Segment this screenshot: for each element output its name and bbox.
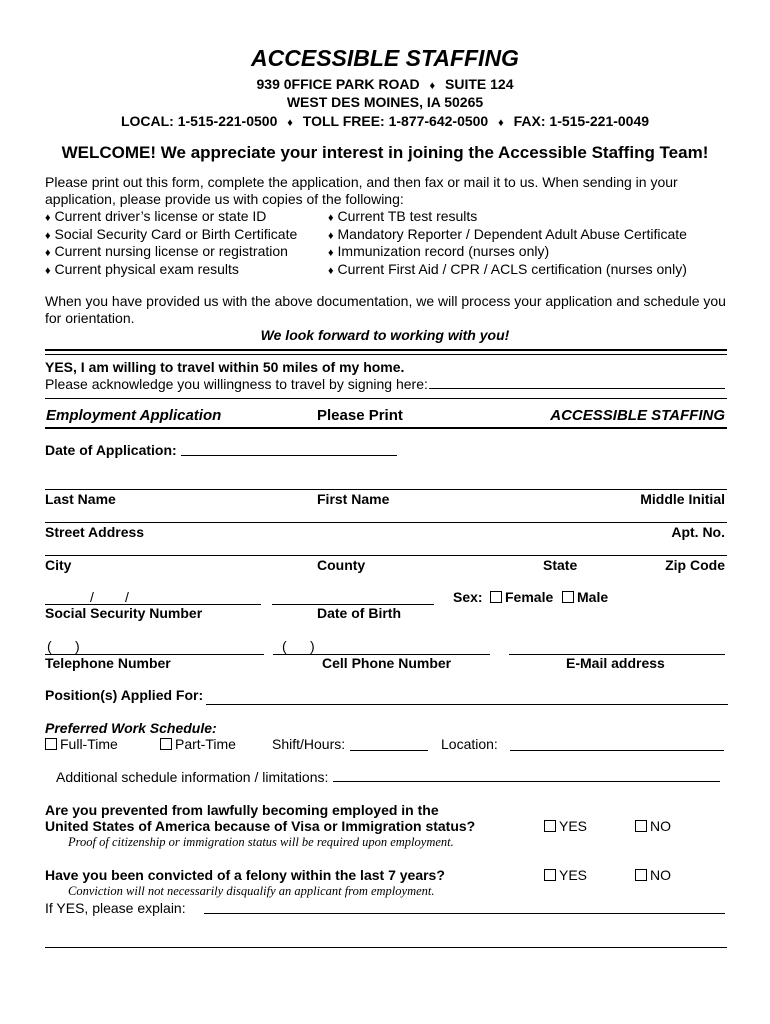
street-label: Street Address: [45, 524, 145, 540]
fax-number: FAX: 1-515-221-0049: [513, 113, 650, 129]
shift-label: Shift/Hours:: [272, 736, 346, 752]
q2-yes[interactable]: YES: [544, 867, 587, 883]
doc-item: ♦ Social Security Card or Birth Certificate: [45, 226, 298, 242]
diamond-icon: ♦: [45, 212, 51, 224]
diamond-icon: ♦: [45, 247, 51, 259]
schedule-title: Preferred Work Schedule:: [45, 720, 217, 736]
diamond-icon: ♦: [45, 230, 51, 242]
doc-item: ♦ Current nursing license or registration: [45, 243, 288, 259]
city-label: City: [45, 557, 72, 573]
doc-item: ♦ Current TB test results: [328, 208, 478, 224]
divider: [45, 349, 727, 351]
divider: [45, 427, 727, 429]
divider: [45, 354, 727, 355]
application-company: ACCESSIBLE STAFFING: [550, 407, 725, 424]
checkbox-fulltime[interactable]: [45, 738, 57, 750]
suite: SUITE 124: [445, 76, 514, 92]
cell-phone-label: Cell Phone Number: [322, 655, 452, 671]
fulltime-option[interactable]: Full-Time: [45, 736, 118, 752]
q2-note: Conviction will not necessarily disqualify an applicant from employment.: [68, 884, 435, 898]
ssn-label: Social Security Number: [45, 605, 203, 621]
email-label: E-Mail address: [566, 655, 665, 671]
checkbox-male[interactable]: [562, 591, 574, 603]
zip-label: Zip Code: [665, 557, 725, 573]
application-title: Employment Application: [46, 407, 222, 424]
street-address: 939 0FFICE PARK ROAD: [256, 76, 420, 92]
divider: [45, 398, 727, 399]
location-label: Location:: [441, 736, 498, 752]
q1-line-1: Are you prevented from lawfully becoming employed in the: [45, 802, 439, 818]
positions-label: Position(s) Applied For:: [45, 687, 204, 703]
q2-question: Have you been convicted of a felony within the last 7 years?: [45, 867, 445, 883]
q1-yes[interactable]: YES: [544, 818, 587, 834]
signature-line[interactable]: [429, 388, 725, 389]
first-name-label: First Name: [317, 491, 390, 507]
q1-line-2: United States of America because of Visa or Immigration status?: [45, 818, 476, 834]
ssn-slashes: / /: [90, 589, 129, 605]
checkbox-parttime[interactable]: [160, 738, 172, 750]
explain-field[interactable]: [204, 913, 725, 914]
diamond-icon: ♦: [429, 80, 436, 92]
doc-item: ♦ Mandatory Reporter / Dependent Adult Abuse Certificate: [328, 226, 687, 242]
process-line-1: When you have provided us with the above documentation, we will process your application and schedule you: [45, 293, 726, 309]
sex-female[interactable]: Female: [490, 589, 553, 605]
process-line-2: for orientation.: [45, 310, 135, 326]
diamond-icon: ♦: [287, 117, 293, 129]
please-print: Please Print: [317, 407, 403, 424]
phone-area-code: ( ): [47, 638, 80, 654]
diamond-icon: ♦: [328, 230, 334, 242]
diamond-icon: ♦: [328, 212, 334, 224]
address-line-2: WEST DES MOINES, IA 50265: [286, 94, 484, 110]
parttime-option[interactable]: Part-Time: [160, 736, 236, 752]
doc-item: ♦ Immunization record (nurses only): [328, 243, 550, 259]
additional-label: Additional schedule information / limitations:: [56, 769, 329, 785]
sex-label: Sex:: [453, 589, 483, 605]
city-field[interactable]: [45, 555, 727, 556]
checkbox-female[interactable]: [490, 591, 502, 603]
telephone-label: Telephone Number: [45, 655, 171, 671]
last-name-label: Last Name: [45, 491, 116, 507]
diamond-icon: ♦: [328, 265, 334, 277]
q1-note: Proof of citizenship or immigration status will be required upon employment.: [68, 835, 454, 849]
q1-no[interactable]: NO: [635, 818, 671, 834]
local-phone: LOCAL: 1-515-221-0500: [120, 113, 278, 129]
explain-field-line-2[interactable]: [45, 947, 727, 948]
diamond-icon: ♦: [498, 117, 504, 129]
intro-line-2: application, please provide us with copies of the following:: [45, 191, 404, 207]
street-field[interactable]: [45, 522, 727, 523]
last-name-field[interactable]: [45, 489, 727, 490]
location-field[interactable]: [510, 750, 724, 751]
welcome-title: WELCOME! We appreciate your interest in joining the Accessible Staffing Team!: [61, 143, 709, 162]
diamond-icon: ♦: [45, 265, 51, 277]
county-label: County: [317, 557, 366, 573]
cell-area-code: ( ): [282, 638, 315, 654]
dob-label: Date of Birth: [317, 605, 401, 621]
checkbox-q2-yes[interactable]: [544, 869, 556, 881]
positions-field[interactable]: [206, 704, 728, 705]
company-title: ACCESSIBLE STAFFING: [251, 45, 519, 71]
middle-initial-label: Middle Initial: [640, 491, 725, 507]
date-label: Date of Application:: [45, 442, 177, 458]
checkbox-q2-no[interactable]: [635, 869, 647, 881]
explain-label: If YES, please explain:: [45, 900, 186, 916]
q2-no[interactable]: NO: [635, 867, 671, 883]
toll-free-phone: TOLL FREE: 1-877-642-0500: [302, 113, 489, 129]
contact-line: [0, 113, 770, 129]
additional-field[interactable]: [333, 781, 720, 782]
shift-field[interactable]: [350, 750, 428, 751]
closing-line: We look forward to working with you!: [260, 327, 510, 343]
state-label: State: [543, 557, 578, 573]
intro-line-1: Please print out this form, complete the application, and then fax or mail it to us. When sending in your: [45, 174, 678, 190]
travel-yes: YES, I am willing to travel within 50 miles of my home.: [45, 359, 405, 375]
date-field[interactable]: [181, 455, 397, 456]
checkbox-q1-no[interactable]: [635, 820, 647, 832]
sex-male[interactable]: Male: [562, 589, 608, 605]
diamond-icon: ♦: [328, 247, 334, 259]
apt-label: Apt. No.: [671, 524, 725, 540]
travel-ack: Please acknowledge you willingness to travel by signing here:: [45, 376, 428, 392]
checkbox-q1-yes[interactable]: [544, 820, 556, 832]
doc-item: ♦ Current First Aid / CPR / ACLS certification (nurses only): [328, 261, 687, 277]
doc-item: ♦ Current physical exam results: [45, 261, 239, 277]
doc-item: ♦ Current driver’s license or state ID: [45, 208, 267, 224]
address-line-1: [0, 76, 770, 92]
